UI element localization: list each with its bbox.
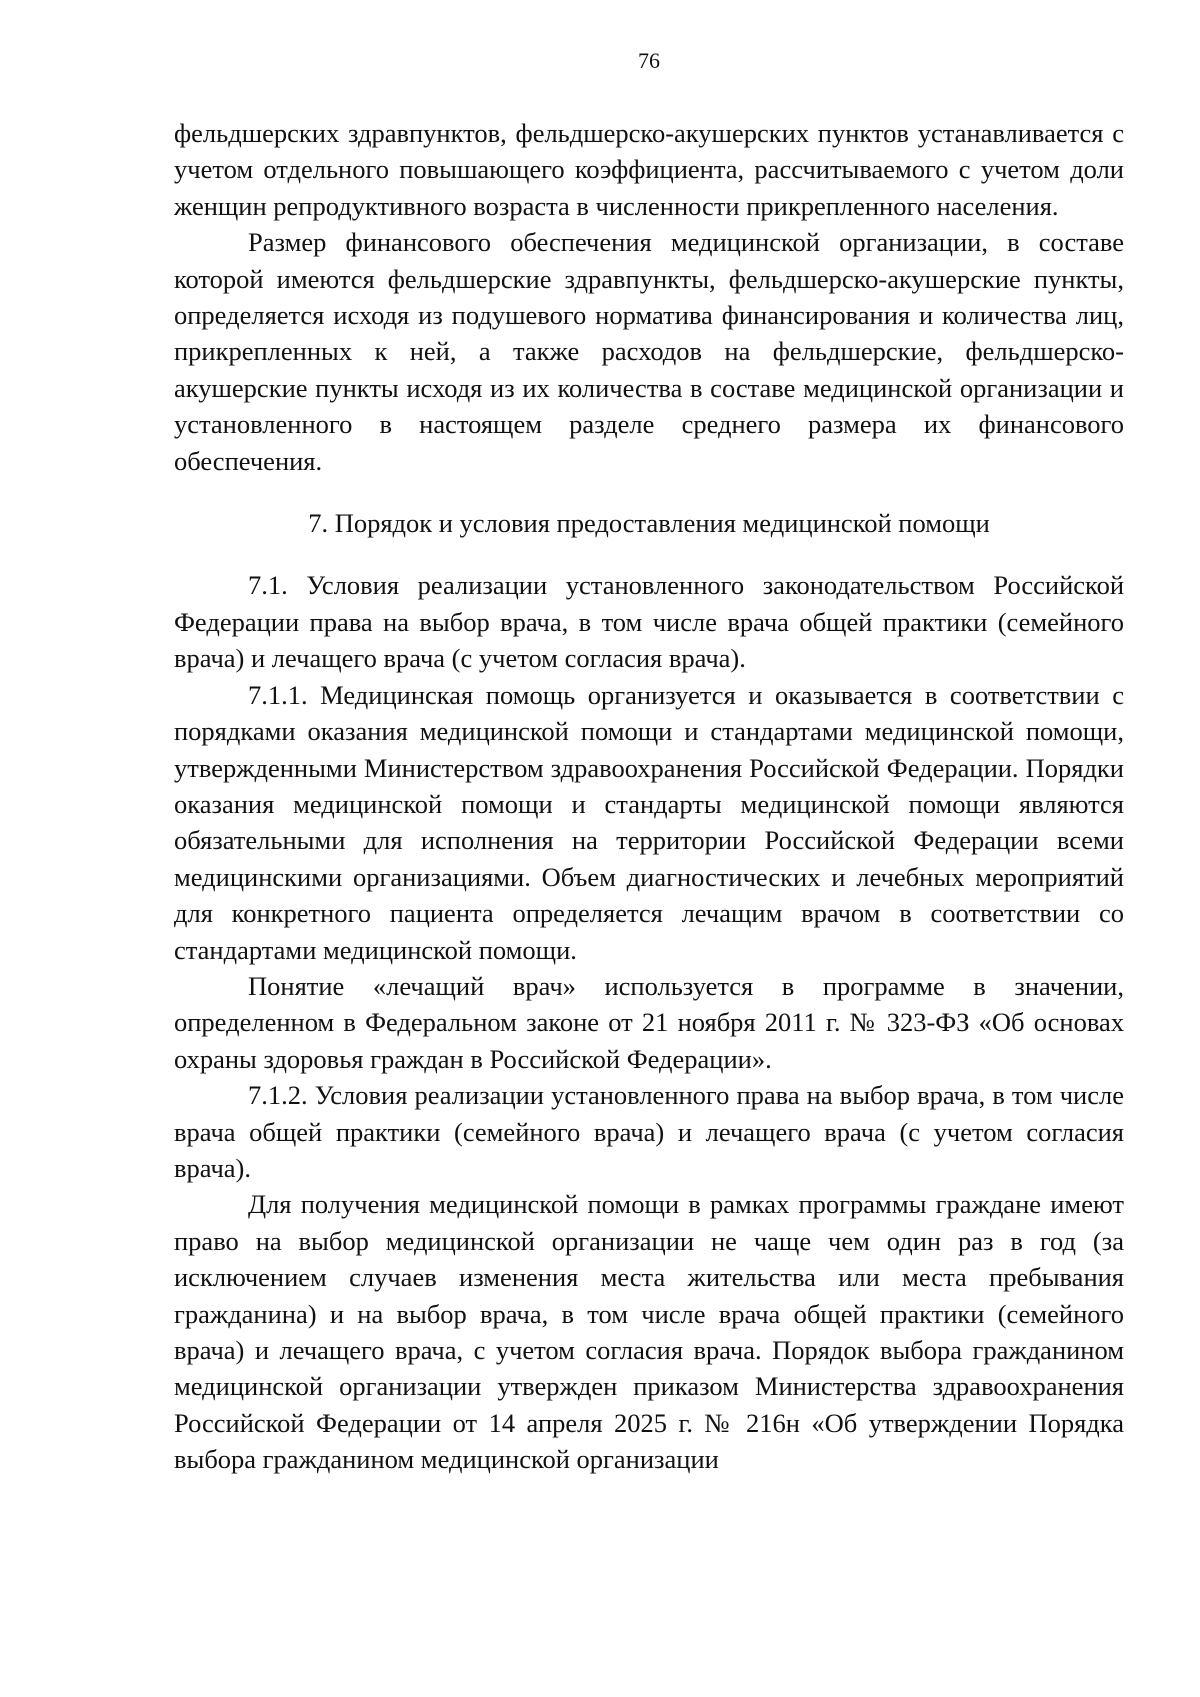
paragraph-attending-doctor: Понятие «лечащий врач» используется в программе в значении, определенном в Федеральном законе от 21 ноября 2011 г. № 323-ФЗ «Об основах охраны здоровья граждан в Российской Федерации». (174, 970, 1124, 1074)
document-body (174, 115, 1124, 1478)
paragraph-financing-size: Размер финансового обеспечения медицинской организации, в составе которой имеются фельдшерские здравпункты, фельдшерско-акушерские пункты, определяется исходя из подушевого норматива финансирования и количества лиц, прикрепленных к ней, а также расходов на фельдшерские, фельдшерско-акушерские пункты исходя из их количества в составе медицинской организации и установленного в настоящем разделе среднего размера их финансового обеспечения. (174, 227, 1124, 476)
document-page (174, 0, 1124, 1697)
page-number: 76 (638, 48, 660, 73)
paragraph-7-1-2: 7.1.2. Условия реализации установленного права на выбор врача, в том числе врача общей практики (семейного врача) и лечащего врача (с учетом согласия врача). (174, 1080, 1124, 1183)
paragraph-7-1-1: 7.1.1. Медицинская помощь организуется и оказывается в соответствии с порядками оказания медицинской помощи и стандартами медицинской помощи, утвержденными Министерством здравоохранения Российской Федерации. Порядки оказания медицинской помощи и стандарты медицинской помощи являются обязательными для исполнения на территории Российской Федерации всеми медицинскими организациями. Объем диагностических и лечебных мероприятий для конкретного пациента определяется лечащим врачом в соответствии со стандартами медицинской помощи. (174, 679, 1124, 965)
section-heading: 7. Порядок и условия предоставления медицинской помощи (308, 508, 990, 539)
paragraph-7-1: 7.1. Условия реализации установленного законодательством Российской Федерации права на выбор врача, в том числе врача общей практики (семейного врача) и лечащего врача (с учетом согласия врача). (174, 570, 1124, 674)
paragraph-choice-of-organization: Для получения медицинской помощи в рамках программы граждане имеют право на выбор медицинской организации не чаще чем один раз в год (за исключением случаев изменения места жительства или места пребывания гражданина) и на выбор врача, в том числе врача общей практики (семейного врача) и лечащего врача, с учетом согласия врача. Порядок выбора гражданином медицинской организации утвержден приказом Министерства здравоохранения Российской Федерации от 14 апреля 2025 г. № 216н «Об утверждении Порядка выбора гражданином медицинской организации (174, 1189, 1124, 1475)
paragraph-continuation: фельдшерских здравпунктов, фельдшерско-акушерских пунктов устанавливается с учетом отдельного повышающего коэффициента, рассчитываемого с учетом доли женщин репродуктивного возраста в численности прикрепленного населения. (174, 118, 1124, 221)
